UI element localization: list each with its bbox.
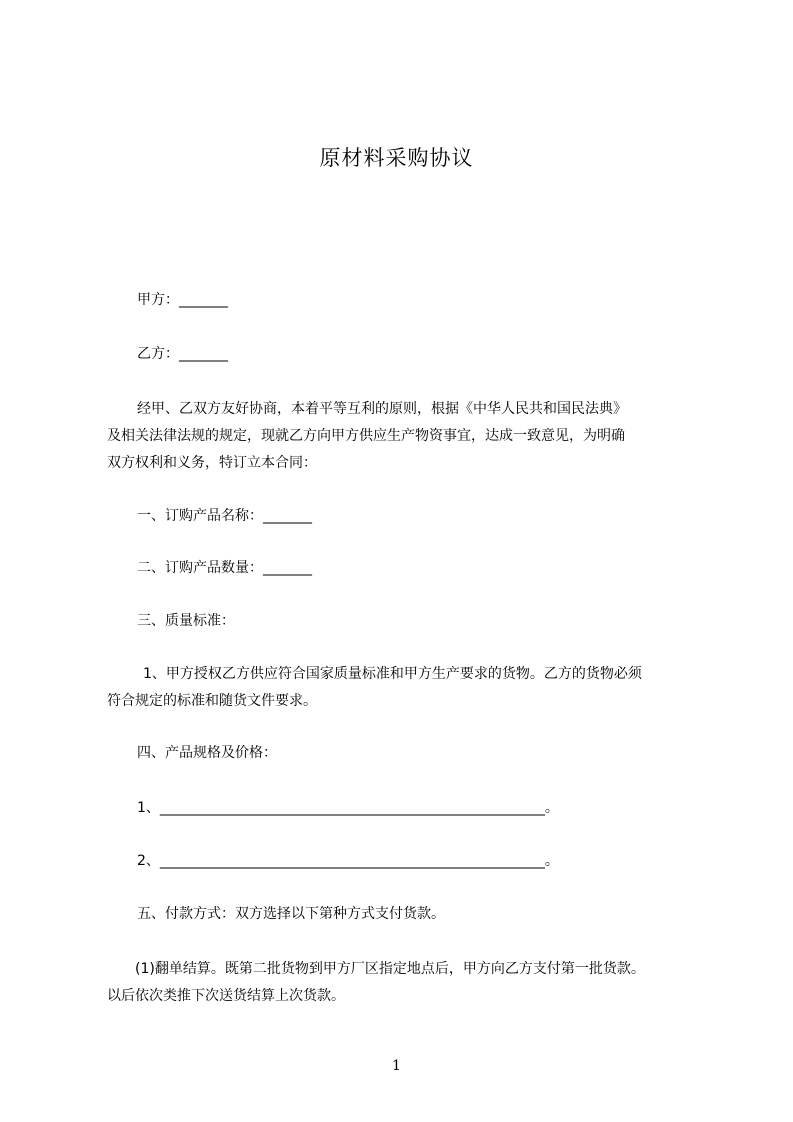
preamble-paragraph: [107, 396, 627, 477]
document-title: 原材料采购协议: [319, 146, 474, 170]
quality-clause-line: 符合规定的标准和随货文件要求。: [107, 693, 317, 709]
section-product-quantity: 二、订购产品数量：_______: [137, 560, 312, 576]
section-payment-method: 五、付款方式：双方选择以下第种方式支付货款。: [137, 906, 445, 922]
party-b-line: 乙方：_______: [137, 346, 228, 362]
quality-clause-1: [107, 661, 642, 715]
section-spec-price: 四、产品规格及价格：: [137, 745, 277, 761]
section-product-name: 一、订购产品名称：_______: [137, 508, 312, 524]
payment-option-1: [107, 956, 645, 1010]
spec-item-2: 2、_______________________________________________________。: [137, 853, 559, 869]
section-quality-standard: 三、质量标准：: [137, 613, 235, 629]
quality-clause-line: 1、甲方授权乙方供应符合国家质量标准和甲方生产要求的货物。乙方的货物必须: [143, 666, 642, 682]
preamble-line: 双方权利和义务，特订立本合同：: [107, 455, 317, 471]
party-a-line: 甲方：_______: [137, 292, 228, 308]
spec-item-1: 1、_______________________________________________________。: [137, 800, 559, 816]
preamble-line: 及相关法律法规的规定，现就乙方向甲方供应生产物资事宜，达成一致意见，为明确: [107, 428, 625, 444]
preamble-line: 经甲、乙双方友好协商，本着平等互利的原则，根据《中华人民共和国民法典》: [137, 401, 627, 417]
payment-option-line: (1)翻单结算。既第二批货物到甲方厂区指定地点后，甲方向乙方支付第一批货款。: [135, 961, 645, 977]
page-number: 1: [392, 1058, 401, 1074]
payment-option-line: 以后依次类推下次送货结算上次货款。: [107, 988, 345, 1004]
